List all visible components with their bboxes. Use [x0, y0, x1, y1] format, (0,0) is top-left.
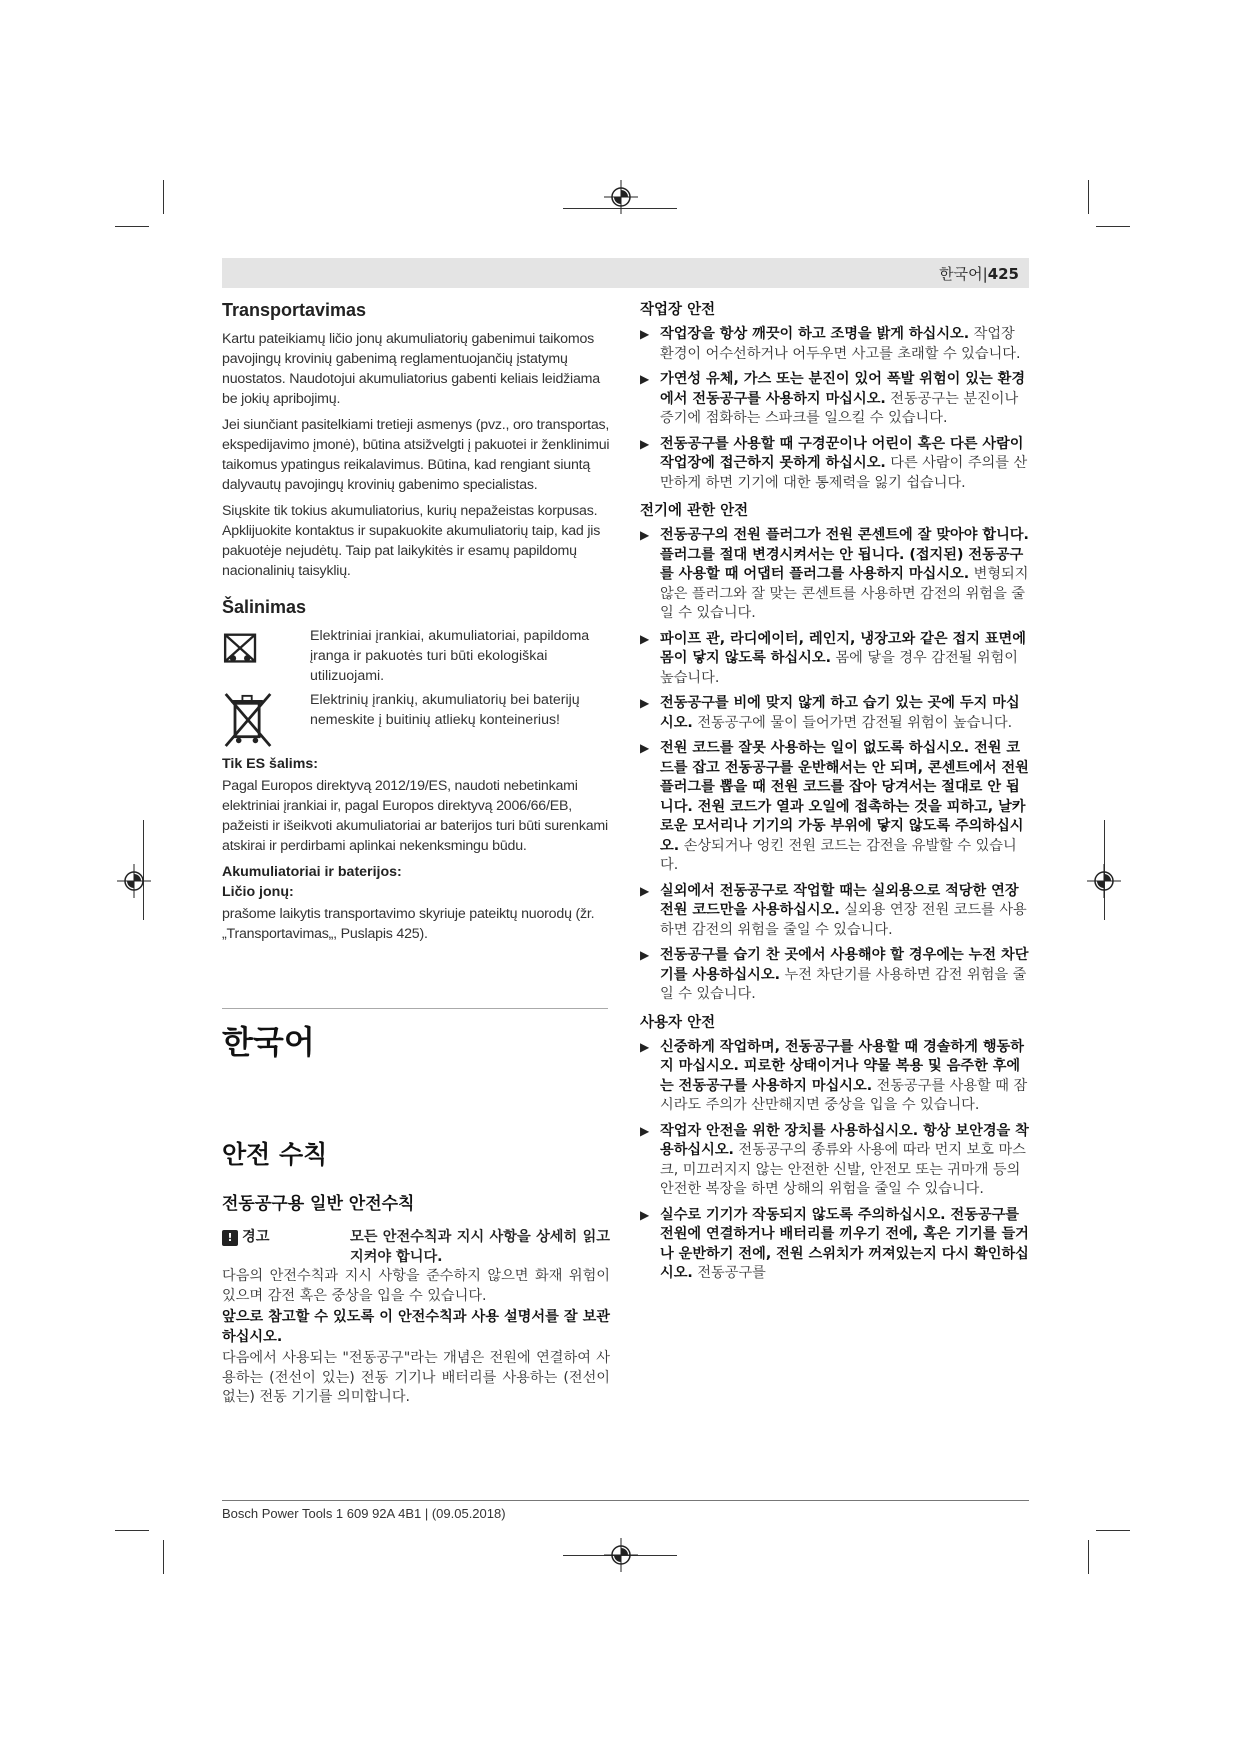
page-number: 425 [987, 265, 1019, 283]
header-separator: | [982, 265, 988, 283]
list-item: ▶ 실수로 기기가 작동되지 않도록 주의하십시오. 전동공구를 전원에 연결하거나 배터리를 끼우기 전에, 혹은 기기를 들거나 운반하기 전에, 전원 스위치가 꺼져있는지 다시 확인하십시오. 전동공구를 [640, 1206, 1029, 1281]
transport-title: Transportavimas [222, 300, 367, 320]
korean-language-title: 한국어 [222, 1023, 315, 1061]
bullet-arrow-icon: ▶ [640, 741, 650, 755]
list-item: ▶ 전동공구를 사용할 때 구경꾼이나 어린이 혹은 다른 사람이 작업장에 접근하지 못하게 하십시오. 다른 사람이 주의를 산만하게 하면 기기에 대한 통제력을 잃기 쉽습니다. [640, 435, 1028, 491]
warning-bold-text: 모든 안전수칙과 지시 사항을 상세히 읽고 지켜야 합니다. [350, 1229, 610, 1265]
list-item: ▶ 실외에서 전동공구로 작업할 때는 실외용으로 적당한 연장 전원 코드만을 사용하십시오. 실외용 연장 전원 코드를 사용하면 감전의 위험을 줄일 수 있습니다. [640, 882, 1027, 938]
registration-mark-icon [117, 864, 151, 898]
crop-mark [163, 1540, 164, 1574]
disposal-item [222, 690, 610, 750]
warning-label [222, 1228, 350, 1267]
page-number-label [939, 263, 1019, 284]
safety-subsection-title: 전동공구용 일반 안전수칙 [222, 1194, 415, 1214]
disposal-title: Šalinimas [222, 597, 307, 617]
power-tool-definition: 다음에서 사용되는 "전동공구"라는 개념은 전원에 연결하여 사용하는 (전선이 있는) 전동 기기나 배터리를 사용하는 (전선이 없는) 전동 기기를 의미합니다. [222, 1350, 610, 1405]
bullet-arrow-icon: ▶ [640, 883, 650, 898]
disposal-item [222, 626, 610, 686]
user-safety-title: 사용자 안전 [640, 1014, 716, 1031]
electrical-title: 전기에 관한 안전 [640, 503, 749, 519]
transport-paragraph: Siųskite tik tokius akumuliatorius, kurių nepažeistas korpusas. Apklijuokite kontaktus ir supakuokite akumuliatorių taip, kad jis pakuotėje nejudėtų. Taip pat laikykitės ir esamų papildomų nacionalinių taisyklių. [222, 503, 601, 579]
korean-divider [222, 1008, 608, 1009]
liion-text: prašome laikytis transportavimo skyriuje pateiktų nuorodų (žr. „Transportavimas„, Puslapis 425). [222, 906, 595, 942]
eu-title: Tik ES šalims: [222, 756, 318, 772]
user-safety-list [640, 1038, 1030, 1284]
transport-paragraph: Jei siunčiant pasitelkiami tretieji asmenys (pvz., oro transportas, ekspedijavimo įmonė), būtina atsižvelgti į pakuotei ir ženklinimui taikomus ypatingus reikalavimus. Būtina, kad rengiant siuntą dalyvautų pavojingų krovinių gabenimo specialistas. [222, 417, 610, 493]
crop-mark [1096, 1530, 1130, 1531]
bullet-arrow-icon: ▶ [640, 631, 650, 646]
footer-text: Bosch Power Tools 1 609 92A 4B1 | (09.05.2018) [222, 1506, 506, 1521]
left-column [222, 300, 610, 1408]
bullet-arrow-icon: ▶ [640, 1039, 650, 1054]
warning-rest-text: 다음의 안전수칙과 지시 사항을 준수하지 않으면 화재 위험이 있으며 감전 혹은 중상을 입을 수 있습니다. [222, 1268, 610, 1304]
bullet-arrow-icon: ▶ [640, 1207, 650, 1222]
registration-mark-icon [604, 1538, 638, 1572]
work-area-title: 작업장 안전 [640, 302, 716, 318]
page-header [222, 258, 1029, 288]
safety-section-title: 안전 수칙 [222, 1140, 328, 1169]
list-item: ▶ 전원 코드를 잘못 사용하는 일이 없도록 하십시오. 전원 코드를 잡고 전동공구를 운반해서는 안 되며, 콘센트에서 전원 플러그를 뽑을 때 전원 코드를 잡아 당겨서는 절대로 안 됩니다. 전원 코드가 열과 오일에 접촉하는 것을 피하고, 날카로운 모서리나 기기의 가동 부위에 닿지 않도록 주의하십시오. 손상되거나 엉킨 전원 코드는 감전을 유발할 수 있습니다. [640, 740, 1029, 873]
right-column [640, 298, 1030, 1290]
bullet-arrow-icon: ▶ [640, 948, 650, 962]
warning-block [222, 1228, 610, 1267]
disposal-text: Elektriniai įrankiai, akumuliatoriai, papildoma įranga ir pakuotės turi būti ekologiškai utilizuojami. [310, 628, 590, 684]
crop-mark [1096, 226, 1130, 227]
liion-title: Ličio jonų: [222, 884, 294, 900]
crossed-bin-icon [222, 690, 274, 750]
header-language: 한국어 [939, 265, 983, 283]
transport-paragraph: Kartu pateikiamų ličio jonų akumuliatorių gabenimui taikomos pavojingų krovinių gabenimą reglamentuojančių įstatymų nuostatos. Naudotojui akumuliatorius gabenti keliais leidžiama be jokių apribojimų. [222, 331, 600, 407]
bullet-arrow-icon: ▶ [640, 1123, 650, 1138]
keep-instructions-text: 앞으로 참고할 수 있도록 이 안전수칙과 사용 설명서를 잘 보관하십시오. [222, 1309, 610, 1345]
footer-rule [222, 1500, 1029, 1501]
battery-title: Akumuliatoriai ir baterijos: [222, 864, 402, 880]
electrical-list [640, 526, 1030, 1005]
eu-text: Pagal Europos direktyvą 2012/19/ES, naudoti nebetinkami elektriniai įrankiai ir, pagal Europos direktyvą 2006/66/EB, pažeisti ir išeikvoti akumuliatoriai ar baterijos turi būti surenkami atskirai ir perdirbami aplinkai nekenksmingu būdu. [222, 778, 608, 854]
list-item: ▶ 전동공구의 전원 플러그가 전원 콘센트에 잘 맞아야 합니다. 플러그를 절대 변경시켜서는 안 됩니다. (접지된) 전동공구를 사용할 때 어댑터 플러그를 사용하지 마십시오. 변형되지 않은 플러그와 잘 맞는 콘센트를 사용하면 감전의 위험을 줄일 수 있습니다. [640, 527, 1029, 621]
crop-mark [1088, 1540, 1089, 1574]
list-item: ▶ 가연성 유체, 가스 또는 분진이 있어 폭발 위험이 있는 환경에서 전동공구를 사용하지 마십시오. 전동공구는 분진이나 증기에 점화하는 스파크를 일으킬 수 있습니다. [640, 371, 1026, 426]
list-item: ▶ 작업장을 항상 깨끗이 하고 조명을 밝게 하십시오. 작업장 환경이 어수선하거나 어두우면 사고를 초래할 수 있습니다. [640, 326, 1021, 362]
crop-mark [163, 180, 164, 214]
list-item: ▶ 작업자 안전을 위한 장치를 사용하십시오. 항상 보안경을 착용하십시오. 전동공구의 종류와 사용에 따라 먼지 보호 마스크, 미끄러지지 않는 안전한 신발, 안전모 또는 귀마개 등의 안전한 복장을 하면 상해의 위험을 줄일 수 있습니다. [640, 1122, 1029, 1197]
crop-mark [115, 226, 149, 227]
bullet-arrow-icon: ▶ [640, 436, 650, 451]
crop-mark [1088, 180, 1089, 214]
bullet-arrow-icon: ▶ [640, 372, 650, 386]
bullet-arrow-icon: ▶ [640, 327, 650, 341]
warning-triangle-icon: ! [222, 1230, 238, 1246]
list-item: ▶ 전동공구를 습기 찬 곳에서 사용해야 할 경우에는 누전 차단기를 사용하십시오. 누전 차단기를 사용하면 감전 위험을 줄일 수 있습니다. [640, 947, 1029, 1002]
warning-word: 경고 [242, 1229, 270, 1245]
bullet-arrow-icon: ▶ [640, 696, 650, 710]
disposal-text: Elektrinių įrankių, akumuliatorių bei baterijų nemeskite į buitinių atliekų konteinerius! [310, 692, 580, 728]
list-item: ▶ 신중하게 작업하며, 전동공구를 사용할 때 경솔하게 행동하지 마십시오. 피로한 상태이거나 약물 복용 및 음주한 후에는 전동공구를 사용하지 마십시오. 전동공구를 사용할 때 잠시라도 주의가 산만해지면 중상을 입을 수 있습니다. [640, 1038, 1028, 1113]
registration-mark-icon [604, 180, 638, 214]
bullet-arrow-icon: ▶ [640, 528, 650, 542]
recycle-packaging-icon [222, 630, 266, 674]
registration-mark-icon [1087, 864, 1121, 898]
crop-mark [115, 1530, 149, 1531]
list-item: ▶ 전동공구를 비에 맞지 않게 하고 습기 있는 곳에 두지 마십시오. 전동공구에 물이 들어가면 감전될 위험이 높습니다. [640, 695, 1020, 731]
list-item: ▶ 파이프 관, 라디에이터, 레인지, 냉장고와 같은 접지 표면에 몸이 닿지 않도록 하십시오. 몸에 닿을 경우 감전될 위험이 높습니다. [640, 630, 1026, 686]
work-area-list [640, 325, 1030, 493]
